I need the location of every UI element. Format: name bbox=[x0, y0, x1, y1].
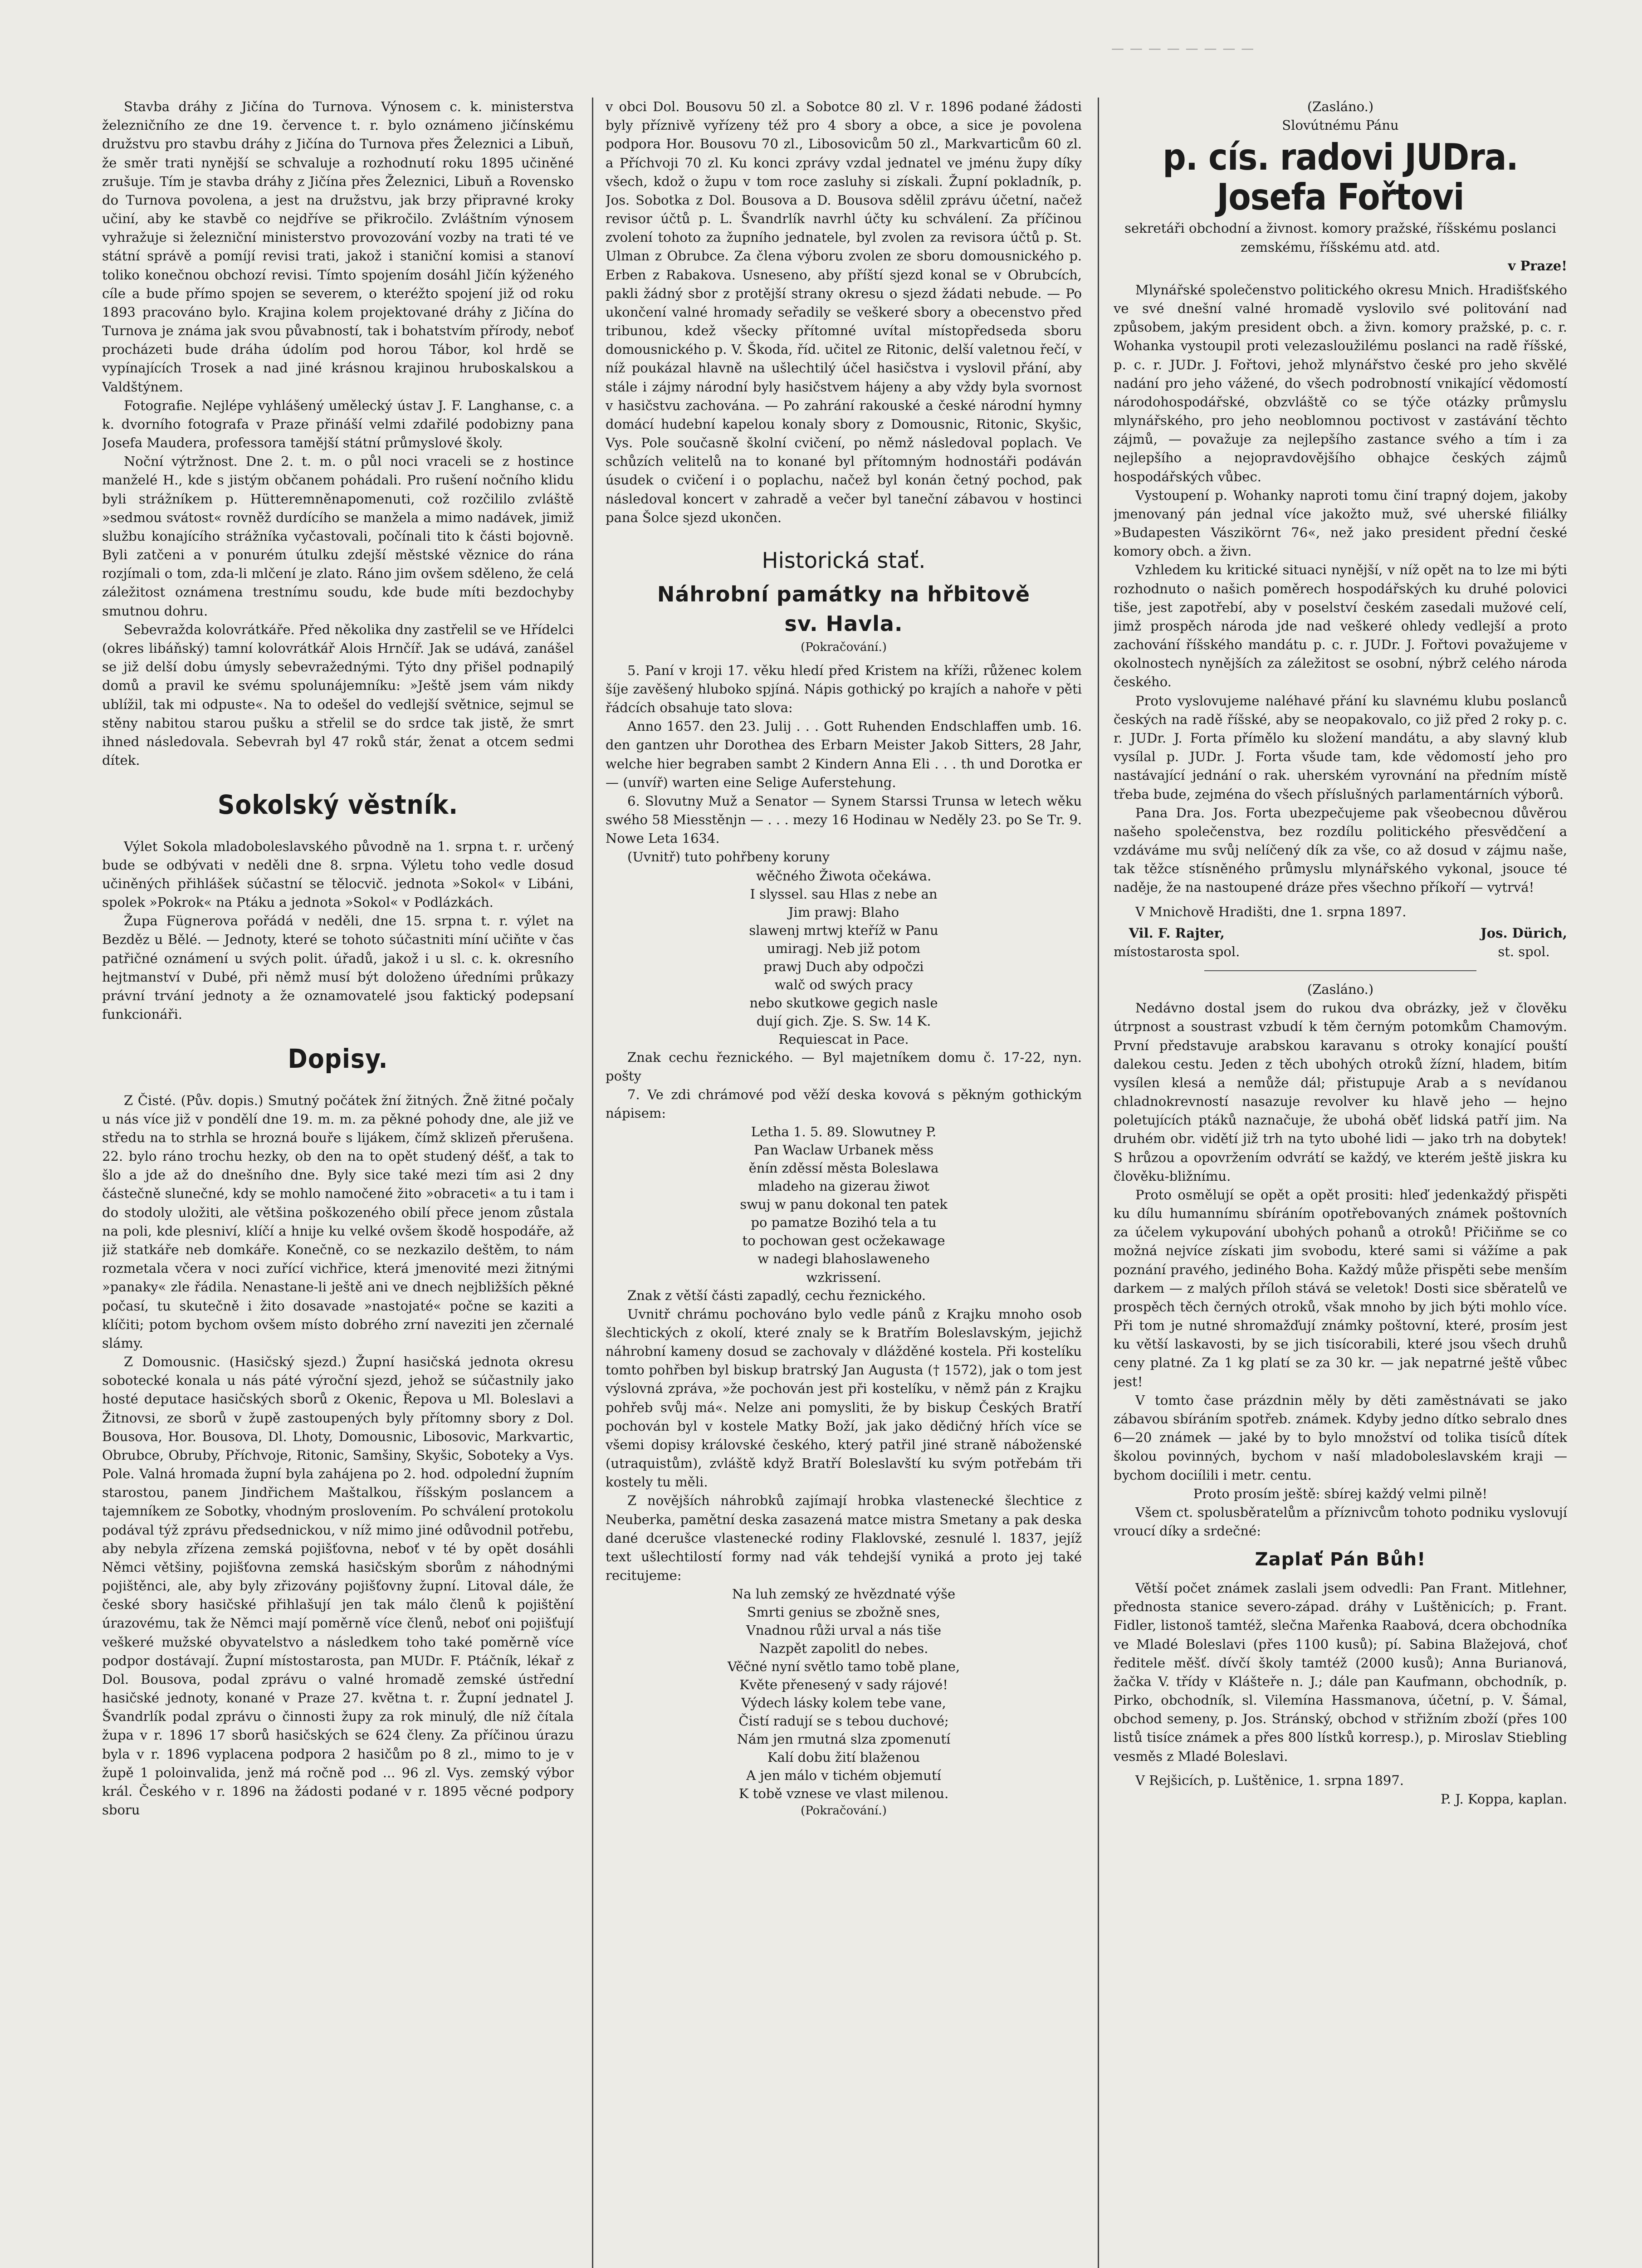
stamps-pictures: Nedávno dostal jsem do rukou dva obrázky, jež v člověku útrpnost a soustrast vzbudí k těm černým potomkům Chamovým. První představuje arabskou karavanu s otroky konající pouští dalekou cestu. Jeden z těch ubohých otroků žízní, hladem, bitím vysílen klesá a nemůže dál; přistupuje Arab a s nevídanou chladnokrevností nasazuje revolver ku hlavě jeho — hejno poletujících ptáků naznačuje, že ubohá oběť lidská patří jim. Na druhém obr. vidětí již trh na tyto ubohé lidi — jako trh na dobytek! S hrůzou a opovržením odvrátí se každý, ve kterém ještě jiskra ku člověku-bližnímu. bbox=[1114, 1000, 1567, 1184]
millers-trust: Pana Dra. Jos. Forta ubezpečujeme pak všeobecnou důvěrou našeho společenstva, bez rozdílu politického přesvědčení a vzdáváme mu svůj nelíčený dík za vše, co až dosud v zájmu naše, tak těžce stísněného průmyslu mlynářského vykonal, jsouce té naděje, že na nastoupené dráze přes všechno příkoří — vytrvá! bbox=[1114, 805, 1567, 895]
address-greeting: Slovútnému Pánu bbox=[1282, 117, 1399, 133]
history-modern-tombs: Z novějších náhrobků zajímají hrobka vlastenecké šlechtice z Neuberka, pamětní deska zasazená matce mistra Smetany a pak deska dané dcerušce vlastenecké rodiny Flaklovské, zesnulé l. 1837, jejíž text ušlechtilostí formy nad vák tehdejší vyniká a proto jej také recitujeme: bbox=[606, 1493, 1082, 1584]
verse-inscription-2 bbox=[606, 1123, 1082, 1286]
verse-line: Kalí dobu žití blaženou bbox=[767, 1750, 920, 1765]
millers-request: Proto vyslovujeme naléhavé přání ku slavnému klubu poslanců českých na radě říšské, aby se neopakovalo, co již před 2 roky p. c. r. JUDr. J. Forta přímělo ku složení mandátu, a aby slavný klub vysílal p. JUDr. J. Forta všude tam, kde vědomostí jeho pro nastávající jednání o rak. uherském vyrovnání na předním místě třeba bude, zejména do všech příslušných parlamentárních výborů. bbox=[1114, 693, 1567, 802]
history-subtitle: Náhrobní památky na hřbitově bbox=[657, 582, 1031, 607]
article-railway: Stavba dráhy z Jičína do Turnova. Výnosem c. k. ministerstva železničního ze dne 19. července t. r. bylo oznámeno jičínskému družstvu pro stavbu dráhy z Jičína do Turnova přes Železnici a Libuň, že směr trati nynější se schvaluje a rozhodnutí roku 1895 učiněné zrušuje. Tím je stavba dráhy z Jičína přes Železnici, Libuň a Rovensko do Turnova povolena, a jest na družstvu, jak brzy připravné kroky učiní, aby ke stavbě co nejdříve se přikročilo. Zvláštním výnosem vyhražuje si železniční ministerstvo provozování vozby na trati té ve státní správě a pomíjí revisi trati, jakož i staniční komisi a stanoví toliko konečnou obchozí revisi. Tímto spojením dosáhl Jičín kýženého cíle a bude přímo spojen se severem, o kteréžto spojení již od roku 1893 pracováno bylo. Krajina kolem projektované dráhy z Jičína do Turnova je známa jak svou půvabností, tak i bohatstvím přírody, neboť procházeti bude dráha údolím pod horou Tábor, kol hrdě se vypínajících Trosek a nad jiné krásnou krajinou hruboskalskou a Valdštýnem. bbox=[102, 99, 574, 395]
verse-line: mladeho na gizerau žiwot bbox=[757, 1178, 930, 1194]
stamps-plea: Proto prosím ještě: sbírej každý velmi pilně! bbox=[1193, 1486, 1488, 1501]
verse-line: dují gich. Zje. S. Sw. 14 K. bbox=[756, 1013, 931, 1029]
signature-role: místostarosta spol. bbox=[1114, 943, 1240, 959]
history-item-6: 6. Slovutny Muž a Senator — Synem Starssi Trunsa w letech wěku swého 58 Miesstěnjn — . . . mezy 16 Hodinau w Neděly 23. po Se Tr. 9. Nowe Leta 1634. bbox=[606, 793, 1082, 846]
verse-line: slawenj mrtwj kteříž w Panu bbox=[749, 922, 938, 938]
verse-line: wzkrissení. bbox=[806, 1269, 881, 1285]
history-burials: Uvnitř chrámu pochováno bylo vedle pánů z Krajku mnoho osob šlechtických z okolí, které znaly se k Bratřím Boleslavským, jejichž náhrobní kameny dosud se zachovaly v dlážděné kostela. Při kostelíku tomto pohřben byl biskup bratrský Jan Augusta († 1572), jak o tom jest výslovná zpráva, »že pochován jest při kostelíku, v němž pán z Krajku pohřeb svůj má«. Nelze ani pomysliti, že by biskup Českých Bratří pochován byl v kostele Matky Boží, jak jako dědičný hřích více se všemi dopisy královské českého, který patřil jiné straně náboženské (utraquistům), zvláště když Bratří Boleslavští ku svým potřebám tři kostely tu měli. bbox=[606, 1306, 1082, 1490]
millers-statement: Mlynářské společenstvo politického okresu Mnich. Hradišťského ve své dnešní valné hromadě vyslovilo své politování nad způsobem, jakým president obch. a živn. komory pražské, p. c. r. Wohanka vystoupil proti velezasloužilému poslanci na radě říšské, p. c. r. JUDr. J. Fořtovi, jehož mlynářstvo české pro jeho skvělé nadání pro jeho vážené, do všech podrobností vnikající vědomostí národohospodářské, obzvláště co se týče otázky průmyslu mlynářského, pro jeho neoblomnou poctivost v zastávání těchto zájmů, — považuje za nejlepšího zastance svého a tím i za nejlepšího a nejopravdovějšího obhajce českých zájmů hospodářských vůbec. bbox=[1114, 282, 1567, 484]
verse-line: A jen málo v tichém objemutí bbox=[746, 1768, 941, 1784]
section-title-sokol: Sokolský věstník. bbox=[217, 789, 459, 821]
history-sign-butchers: Znak cechu řeznického. — Byl majetníkem domu č. 17-22, nyn. pošty bbox=[606, 1049, 1082, 1084]
article-sokol-trip: Výlet Sokola mladoboleslavského původně na 1. srpna t. r. určený bude se odbývati v neděli dne 8. srpna. Výletu toho vedle dosud učiněných přihlášek súčastní se tělocvič. jednota »Sokol« v Libáni, spolek »Pokrok« na Ptáku a jednota »Sokol« v Podlázkách. bbox=[102, 838, 574, 910]
stamps-donors: Větší počet známek zaslali jsem odvedli: Pan Frant. Mitlehner, přednosta stanice severo-západ. dráhy v Luštěnicích; p. Frant. Fidler, listonoš tamtéž, slečna Mařenka Raabová, dcera obchodníka ve Mladé Boleslavi (přes 1100 kusů); pí. Sabina Blažejová, choť ředitele měšť. dívčí školy tamtéž (2000 kusů); Anna Burianová, žačka V. třídy v Klášteře n. J.; dále pan Kaufmann, obchodník, p. Pirko, obchodník, sl. Vilemína Hassmanova, účetní, p. V. Šámal, obchod semeny, p. Jos. Stránský, obchod v střižním zboží (přes 100 listů tisíce známek a přes 800 lístků korresp.), p. Miroslav Stiebling vesměs z Mladé Boleslavi. bbox=[1114, 1580, 1567, 1764]
article-fugner-district: Župa Fügnerova pořádá v neděli, dne 15. srpna t. r. výlet na Bezděz u Bělé. — Jednoty, které se tohoto súčastniti míní učiňte v čas patřičné oznámení u svých polit. úřadů, jakož i u sl. c. k. okresního hejtmanství v Dubé, při němž musí být doloženo úředními průkazy právní trvání jednoty a že oznamovatelé jsou faktický podepsaní funkcionáři. bbox=[102, 913, 574, 1022]
history-item-5: 5. Paní v kroji 17. věku hledí před Kristem na kříži, růženec kolem šíje zavěšený hluboko spjíná. Nápis gothický po krajích a nahoře v pěti řádcích obsahuje tato slova: bbox=[606, 662, 1082, 715]
verse-line: Jim prawj: Blaho bbox=[788, 904, 899, 920]
faint-header: — — — — — — — — bbox=[1111, 41, 1255, 56]
column-1 bbox=[102, 98, 574, 2268]
verse-line: Letha 1. 5. 89. Slowutney P. bbox=[751, 1124, 937, 1140]
place-date-2: V Rejšicích, p. Luštěnice, 1. srpna 1897. bbox=[1135, 1772, 1404, 1788]
verse-line: Smrti genius se zbožně snes, bbox=[747, 1604, 940, 1620]
article-suicide: Sebevražda kolovrátkáře. Před několika dny zastřelil se ve Hřídelci (okres libáňský) tamní kolovrátkář Alois Hrnčíř. Jak se udává, zanášel se již delší dobu úmysly sebevražednými. Týto dny přišel podnapilý domů a pravil ke svému spolunájemníku: »Ještě jsem vám nikdy ublížil, tak mi odpuste«. Na to odešel do vedlejší světnice, sejmul se stěny nabitou starou pušku a střelil se do srdce tak jistě, že smrt ihned následovala. Sebevrah byl 47 roků stár, ženat a otcem sedmi dítek. bbox=[102, 621, 574, 768]
section-title-letters: Dopisy. bbox=[288, 1043, 388, 1075]
section-title-history: Historická stať. bbox=[762, 547, 926, 573]
verse-line: swuj w panu dokonal ten patek bbox=[740, 1197, 948, 1212]
verse-line: Vnadnou růži urval a nás tiše bbox=[746, 1623, 942, 1638]
letter-domousnice-continued: v obci Dol. Bousovu 50 zl. a Sobotce 80 zl. V r. 1896 podané žádosti byly příznivě vyřízeny též pro 4 sbory a obce, a sice je povolena podpora Hor. Bousovu 70 zl., Libosovicům 50 zl., Markvarticům 60 zl. a Příchvoji 70 zl. Ku konci zprávy vzdal jednatel ve jménu župy díky všech, kdož o župu v tom roce zasluhy si získali. Župní pokladník, p. Jos. Sobotka z Dol. Bousova a D. Bousova sdělil zprávu účetní, načež revisor účtů p. L. Švandrlík navrhl účty ku schválení. Za příčinou zvolení tohoto za župního jednatele, byl zvolen za revisora účtů p. St. Ulman z Obrubce. Za člena výboru zvolen ze sboru domousnického p. Erben z Rabakova. Usneseno, aby příští sjezd konal se v Obrubcích, pakli žádný sbor z protější strany okresu o sjezd žádati nebude. — Po ukončení valné hromady seřadily se veškeré sbory a obecenstvo před tribunou, kdež všecky přítomné uvítal místopředseda sboru domousnického p. V. Škoda, říd. učitel ze Ritonic, delší valetnou řečí, v níž poukázal hlavně na ušlechtilý účel hasičstva i vyslovil přání, aby stále i zájmy národní byly hasičstvem hájeny a aby vždy byla svornost v hasičstvu zachována. — Po zahrání rakouské a české národní hymny domácí hudební kapelou konaly sbory z Domousnic, Ritonic, Skyšic, Vys. Pole současně školní cvičení, po němž následoval poplach. Ve schůzích velitelů na to konané byl přítomným hodnostáři podáván úsudek o cvičení i o poplachu, načež byl konán četný pochod, pak následoval koncert v zahradě a večer byl taneční zábavou v hostinci pana Šolce sjezd ukončen. bbox=[606, 99, 1082, 525]
continued-note-2: (Pokračování.) bbox=[801, 1804, 887, 1818]
stamps-thanks-intro: Všem ct. spolusběratelům a příznivcům tohoto podniku vyslovují vroucí díky a srdečné: bbox=[1114, 1504, 1567, 1539]
place-date-1: V Mnichově Hradišti, dne 1. srpna 1897. bbox=[1135, 904, 1407, 919]
verse-line: walč od swých pracy bbox=[774, 977, 913, 992]
verse-line: w nadegi blahoslaweneho bbox=[757, 1251, 930, 1267]
verse-line: prawj Duch aby odpočzi bbox=[763, 958, 924, 974]
verse-line: to pochowan gest ocžekawage bbox=[742, 1233, 945, 1249]
column-3 bbox=[1114, 98, 1567, 2268]
verse-inscription-1 bbox=[606, 867, 1082, 1048]
verse-line: K tobě vznese ve vlast milenou. bbox=[738, 1786, 949, 1802]
verse-line: Pan Waclaw Urbanek měss bbox=[753, 1142, 934, 1158]
verse-line: Čistí radují se s tebou duchové; bbox=[738, 1713, 949, 1729]
history-item-7: 7. Ve zdi chrámové pod věží deska kovová s pěkným gothickým nápisem: bbox=[606, 1087, 1082, 1121]
verse-line: Výdech lásky kolem tebe vane, bbox=[741, 1695, 946, 1711]
verse-line: ěnín zděssí města Boleslawa bbox=[748, 1160, 939, 1176]
verse-line: Věčné nyní světlo tamo tobě plane, bbox=[727, 1659, 960, 1675]
verse-line: Na luh zemský ze hvězdnaté výše bbox=[732, 1586, 956, 1602]
signatures bbox=[1114, 924, 1567, 961]
stamps-children: V tomto čase prázdnin měly by děti zaměstnávati se jako zábavou sbíráním spotřeb. známek. Kdyby jedno dítko sebralo dnes 6—20 známek — jaké by to bylo množství od tolika tisíců dítek školou povinných, bychom v naší mladoboleslavském kraji — bychom dociílili i metr. centu. bbox=[1114, 1392, 1567, 1483]
verse-line: nebo skutkowe gegich nasle bbox=[749, 995, 938, 1011]
signature-name: Jos. Dürich, bbox=[1481, 925, 1567, 941]
history-subtitle-2: sv. Havla. bbox=[784, 611, 903, 636]
addressee-name: p. cís. radovi JUDra. Josefa Fořtovi bbox=[1163, 136, 1518, 219]
history-inscription-1657: Anno 1657. den 23. Julij . . . Gott Ruhenden Endschlaffen umb. 16. den gantzen uhr Dorothea des Erbarn Meister Jakob Sitters, 28 Jahr, welche hier begraben sambt 2 Kindern Anna Eli . . . th und Dorotka er — (unvíř) warten eine Selige Auferstehung. bbox=[606, 719, 1082, 790]
sent-in-label-2: (Zasláno.) bbox=[1307, 982, 1374, 997]
column-2 bbox=[606, 98, 1082, 2268]
millers-situation: Vzhledem ku kritické situaci nynější, v níž opět na to lze mi býti rozhodnuto o našich poměrech hospodářských ku druhé polovici tiše, jest zapotřebí, aby v poselství českém zasedali mužové celí, jimž prospěch národa jde nad veškeré ohledy vedlejší a proto zachování říšského mandátu p. c. r. JUDr. J. Fořtovi považujeme v okolnostech nynějších za záležitost se osobní, nýbrž celého národa českého. bbox=[1114, 562, 1567, 690]
verse-line: wěčného Žiwota očekáwa. bbox=[756, 868, 932, 884]
signature-koppa: P. J. Koppa, kaplan. bbox=[1441, 1791, 1567, 1807]
divider bbox=[1204, 970, 1476, 971]
history-sign-note: Znak z větší části zapadlý, cechu řeznického. bbox=[627, 1287, 926, 1303]
verse-line: umiragj. Neb již potom bbox=[767, 940, 921, 956]
verse-line: Květe přenesený v sady rájové! bbox=[739, 1677, 948, 1693]
verse-line: po pamatze Bozihó tela a tu bbox=[751, 1215, 937, 1231]
verse-line: Nazpět zapolitl do nebes. bbox=[759, 1641, 929, 1657]
article-night-disturbance: Noční výtržnost. Dne 2. t. m. o půl noci vraceli se z hostince manželé H., kde s jistým občanem pohádali. Pro rušení nočního klidu byli strážníkem p. Hütteremněnapomenuti, což rozčililo zvláště »sedmou svátost« rovněž durdícího se manžela a mimo nadávek, jimiž službu konajícího strážníka vyčastovali, počínali tito k části bojovně. Byli zatčeni a v ponurém útulku zdejší městské věznice do rána rozjímali o tom, zda-li mlčení je zlato. Ráno jim ovšem sděleno, že celá záležitost oznámena trestnímu soudu, kde bude míti bezdochyby smutnou dohru. bbox=[102, 454, 574, 619]
signature-name: Vil. F. Rajter, bbox=[1129, 925, 1225, 941]
thanks-heading: Zaplať Pán Bůh! bbox=[1255, 1549, 1426, 1570]
verse-poem bbox=[606, 1585, 1082, 1803]
article-photography: Fotografie. Nejlépe vyhlášený umělecký ústav J. F. Langhanse, c. a k. dvorního fotografa v Praze přináší velmi zdařilé podobizny pana Josefa Maudera, professora tamější státní průmyslové školy. bbox=[102, 397, 574, 451]
history-inside: (Uvnitř) tuto pohřbeny koruny bbox=[627, 849, 830, 865]
addressee-city: v Praze! bbox=[1508, 258, 1567, 274]
signature-role: st. spol. bbox=[1498, 943, 1550, 959]
sent-in-label: (Zasláno.) bbox=[1307, 99, 1374, 114]
column-divider-1 bbox=[592, 98, 593, 2268]
signature-durich bbox=[1481, 924, 1567, 961]
verse-line: Nám jen rmutná slza zpomenutí bbox=[737, 1731, 951, 1747]
verse-line: I slyssel. sau Hlas z nebe an bbox=[750, 886, 938, 902]
column-divider-2 bbox=[1098, 98, 1099, 2268]
stamps-appeal: Proto osmělují se opět a opět prositi: hleď jedenkaždý přispěti ku dílu humannímu sbíráním opotřebovaných známek poštovních za účelem vykupování ubohých pohanů a otroků! Přičiňme se co možná nejvíce získati jim svobodu, které sami si vážíme a pak poznání pravého, jediného Boha. Každý může přispěti sebe menším darkem — z malých příloh stává se veletok! Dosti sice sběratelů ve prospěch těch černých otroků, však mnoho by jich býti mohlo více. Při tom je nutné shromažďují známky poštovní, které, prosím jest ku větší laskavosti, by se jich tisícorabili, které jsou všech druhů ceny platné. Za 1 kg platí se za 30 kr. — jak nepatrné ještě vůbec jest! bbox=[1114, 1187, 1567, 1389]
millers-wohanka: Vystoupení p. Wohanky naproti tomu činí trapný dojem, jakoby jmenovaný pán jednal více jakožto muž, své uherské filiálky »Budapesten Vászikörnt 76«, než jako president přední české komory obch. a živn. bbox=[1114, 487, 1567, 559]
continued-note: (Pokračování.) bbox=[801, 640, 887, 654]
verse-line: Requiescat in Pace. bbox=[778, 1031, 909, 1047]
letter-cista: Z Čisté. (Pův. dopis.) Smutný počátek žní žitných. Žně žitné počaly u nás více již v pondělí dne 19. m. m. za pěkné pohody dne, ale již ve středu na to strhla se hrozná bouře s lijákem, čímž sklizeň přerušena. 22. bylo ráno trochu hezky, ob den na to opět studený déšť, a tak to šlo a jde až do dnešního dne. Byly sice také mezi tím asi 2 dny částečně slunečné, kdy se mohlo namočené žito »obraceti« a tu i tam i do stodoly uložiti, ale většina poškozeného obilí přece jenom zůstala na poli, kde plesniví, klíčí a hnije ku velké ovšem škodě hospodáře, až již statkáře neb domkáře. Konečně, co se nezkazilo deštěm, to nám rozmetala včera v noci zuřící vichřice, která jmenovité mezi žitnými »panaky« zle řádila. Nenastane-li ještě ani ve dnech nejbližších pěkné počasí, tu skutečně i žito dosavade »nastojaté« počne se kaziti a klíčiti; potom bychom ovšem místo dobrého zrní naveziti jen zčernalé slámy. bbox=[102, 1092, 574, 1351]
signature-rajter bbox=[1114, 924, 1240, 961]
letter-domousnice: Z Domousnic. (Hasičský sjezd.) Župní hasičská jednota okresu sobotecké konala u nás páté výroční sjezd, jehož se súčastnily jako hosté deputace hasičských sborů z Okenic, Řepova u Ml. Boleslavi a Žitnovsi, ze sborů v župě zastoupených byly přítomny sbory z Dol. Bousova, Hor. Bousova, Dl. Lhoty, Domousnic, Libosovic, Markvartic, Obrubce, Obruby, Příchvoje, Ritonic, Samšiny, Skyšic, Soboteky a Vys. Pole. Valná hromada župní byla zahájena po 2. hod. odpolední župním starostou, panem Jindřichem Maštalkou, říšským poslancem a tajemníkem ze Sobotky, vhodným proslovením. Po schválení protokolu podával týž zprávu předsednickou, v níž mimo jiné odůvodnil potřebu, aby nebyla zřízena zemská pojišťovna, neboť v té by opět dosáhli Němci většiny, pojišťovna zemská hasičským sborům z náhodnými pojištěnci, ale, aby byly zřizovány pojišťovny župní. Litoval dále, že české sbory hasičské přihlašují jen tak málo členů k pojištění úrazovému, tak že Němci mají poměrně více členů, neboť oni pojišťují veškeré mužské obyvatelstvo a následkem toho také poměrně více podpor dostávají. Župní místostarosta, pan MUDr. F. Ptáčník, lékař z Dol. Bousova, podal zprávu o valné hromadě zemské ústřední hasičské jednoty, konané v Praze 27. května t. r. Župní jednatel J. Švandrlík podal zprávu o činnosti župy za rok minulý, dle níž čítala župa v r. 1896 17 sborů hasičských se 624 členy. Za příčinou úrazu byla v r. 1896 vyplacena podpora 2 hasičům po 8 zl., mimo to je v župě 1 poloinvalida, jenž má ročně pod ... 96 zl. Vys. zemský výbor král. Českého v r. 1896 na žádosti podané v r. 1895 věcné podpory sboru bbox=[102, 1354, 574, 1818]
addressee-titles: sekretáři obchodní a živnost. komory pražské, říšskému poslanci zemskému, říšskému atd. atd. bbox=[1124, 220, 1556, 255]
